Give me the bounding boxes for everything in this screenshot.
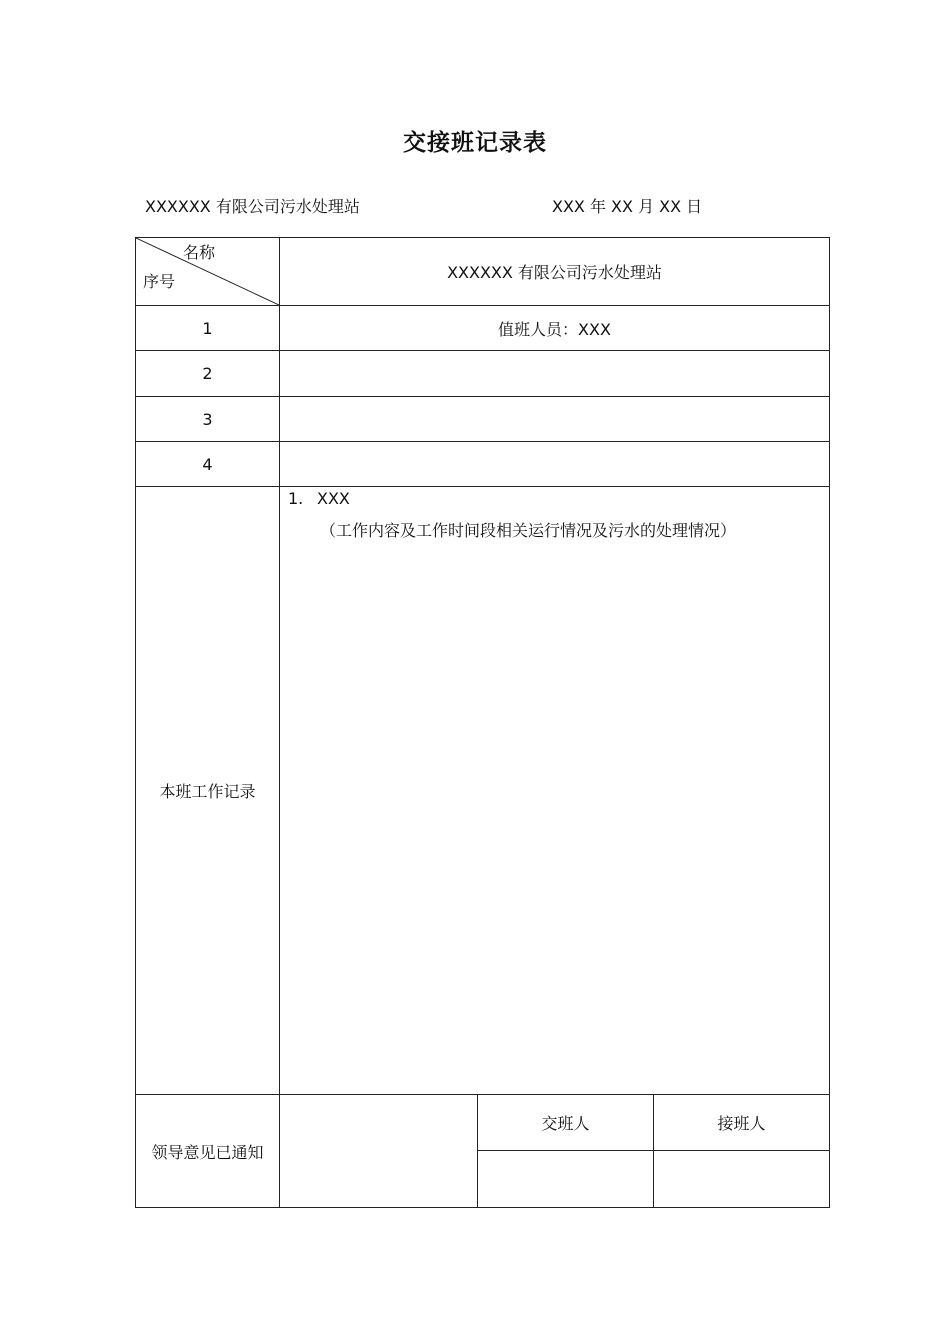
takeover-signature-cell[interactable] (654, 1151, 829, 1207)
header-company-cell: XXXXXX 有限公司污水处理站 (447, 263, 662, 282)
company-name: XXXXXX 有限公司污水处理站 (145, 197, 360, 216)
leader-opinion-label: 领导意见已通知 (151, 1142, 264, 1162)
row-index: 3 (202, 409, 213, 429)
work-record-note: （工作内容及工作时间段相关运行情况及污水的处理情况） (320, 521, 737, 540)
row-value[interactable] (280, 442, 829, 486)
record-date: XXX 年 XX 月 XX 日 (552, 197, 703, 216)
work-record-item-text: XXX (317, 489, 350, 508)
document-title: 交接班记录表 (403, 130, 547, 156)
table-border-bottom (135, 1207, 830, 1208)
row-value[interactable] (280, 351, 829, 396)
handover-signature-cell[interactable] (478, 1151, 653, 1207)
takeover-person-label: 接班人 (717, 1114, 766, 1133)
header-index-label: 序号 (143, 272, 176, 291)
leader-opinion-cell[interactable] (280, 1095, 477, 1207)
work-record-label: 本班工作记录 (159, 782, 256, 801)
work-record-item (288, 489, 350, 508)
table-border-right (829, 237, 830, 1208)
row-index: 2 (202, 364, 213, 383)
row-index: 1 (202, 318, 213, 338)
work-record-item-number: 1. (288, 489, 304, 508)
row-index: 4 (202, 454, 213, 474)
row-value[interactable] (280, 397, 829, 441)
handover-person-label: 交班人 (541, 1114, 590, 1133)
row-value-duty-staff: 值班人员：XXX (498, 319, 611, 339)
header-name-label: 名称 (183, 243, 216, 262)
